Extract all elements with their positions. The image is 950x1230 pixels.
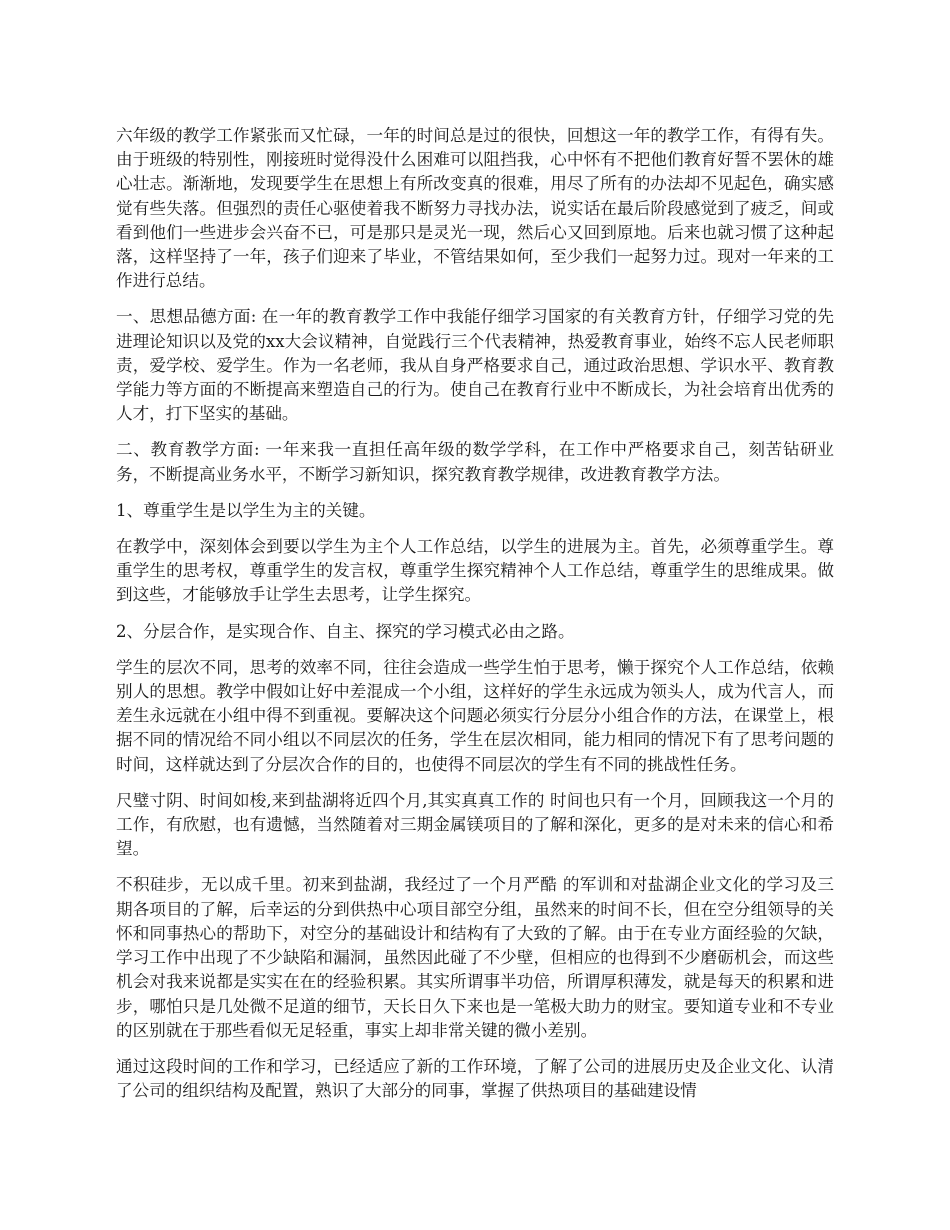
paragraph-accumulation: 不积硅步，无以成千里。初来到盐湖，我经过了一个月严酷 的军训和对盐湖企业文化的学习及三期各项目的了解，后幸运的分到供热中心项目部空分组，虽然来的时间不长，但在空分组领导的关怀和同事热心的帮助下，对空分的基础设计和结构有了大致的了解。由于在专业方面经验的欠缺，学习工作中出现了不少缺陷和漏洞，虽然因此碰了不少壁，但相应的也得到不少磨砺机会，而这些机会对我来说都是实实在在的经验积累。其实所谓事半功倍，所谓厚积薄发，就是每天的积累和进步，哪怕只是几处微不足道的细节，天长日久下来也是一笔极大助力的财宝。要知道专业和不专业的区别就在于那些看似无足轻重，事实上却非常关键的微小差别。 bbox=[116, 875, 834, 1040]
paragraph-respect-students: 在教学中，深刻体会到要以学生为主个人工作总结，以学生的进展为主。首先，必须尊重学生。尊重学生的思考权，尊重学生的发言权，尊重学生探究精神个人工作总结，尊重学生的思维成果。做到这些，才能够放手让学生去思考，让学生探究。 bbox=[116, 537, 834, 605]
paragraph-teaching-aspect: 二、教育教学方面: 一年来我一直担任高年级的数学学科，在工作中严格要求自己，刻苦钻研业务，不断提高业务水平，不断学习新知识，探究教育教学规律，改进教育教学方法。 bbox=[116, 440, 834, 484]
paragraph-heading-2: 2、分层合作，是实现合作、自主、探究的学习模式必由之路。 bbox=[116, 621, 575, 641]
paragraph-heading-1: 1、尊重学生是以学生为主的关键。 bbox=[116, 500, 376, 520]
paragraph-time-flies: 尺璧寸阴、时间如梭,来到盐湖将近四个月,其实真真工作的 时间也只有一个月，回顾我这一个月的工作，有欣慰，也有遗憾，当然随着对三期金属镁项目的了解和深化，更多的是对未来的信心和希望。 bbox=[116, 790, 834, 859]
paragraph-intro: 六年级的教学工作紧张而又忙碌，一年的时间总是过的很快，回想这一年的教学工作，有得有失。由于班级的特别性，刚接班时觉得没什么困难可以阻挡我，心中怀有不把他们教育好誓不罢休的雄心壮志。渐渐地，发现要学生在思想上有所改变真的很难，用尽了所有的办法却不见起色，确实感觉有些失落。但强烈的责任心驱使着我不断努力寻找办法，说实话在最后阶段感觉到了疲乏，间或看到他们一些进步会兴奋不已，可是那只是灵光一现，然后心又回到原地。后来也就习惯了这种起落，这样坚持了一年，孩子们迎来了毕业，不管结果如何，至少我们一起努力过。现对一年来的工作进行总结。 bbox=[116, 126, 834, 291]
document-body bbox=[116, 124, 834, 1115]
paragraph-moral-aspect: 一、思想品德方面: 在一年的教育教学工作中我能仔细学习国家的有关教育方针，仔细学习党的先进理论知识以及党的xx大会议精神，自觉践行三个代表精神，热爱教育事业，始终不忘人民老师职责，爱学校、爱学生。作为一名老师，我从自身严格要求自己，通过政治思想、学识水平、教育教学能力等方面的不断提高来塑造自己的行为。使自己在教育行业中不断成长，为社会培育出优秀的人才，打下坚实的基础。 bbox=[116, 307, 834, 424]
paragraph-layered-cooperation: 学生的层次不同，思考的效率不同，往往会造成一些学生怕于思考，懒于探究个人工作总结，依赖别人的思想。教学中假如让好中差混成一个小组，这样好的学生永远成为领头人，成为代言人，而差生永远就在小组中得不到重视。要解决这个问题必须实行分层分小组合作的方法，在课堂上，根据不同的情况给不同小组以不同层次的任务，学生在层次相同，能力相同的情况下有了思考问题的时间，这样就达到了分层次合作的目的，也使得不同层次的学生有不同的挑战性任务。 bbox=[116, 657, 834, 774]
paragraph-adaptation: 通过这段时间的工作和学习，已经适应了新的工作环境，了解了公司的进展历史及企业文化、认清了公司的组织结构及配置，熟识了大部分的同事，掌握了供热项目的基础建设情 bbox=[116, 1056, 834, 1101]
